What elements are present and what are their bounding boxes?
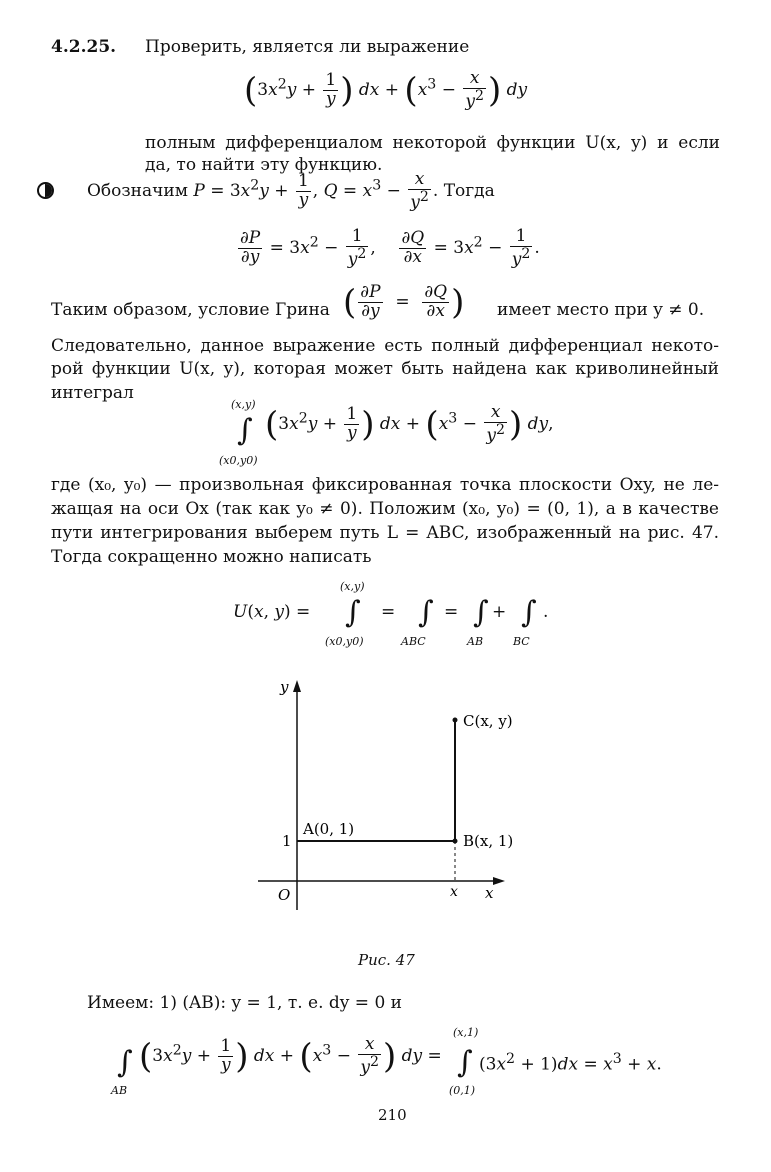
point-c-label: C(x, y): [463, 712, 513, 730]
para2-line-3: интеграл: [51, 383, 134, 403]
para3-line-3: пути интегрирования выберем путь L = ABC, изображенный на рис. 47.: [51, 523, 719, 543]
origin-label: O: [278, 886, 291, 904]
para3-line-1: где (x₀, y₀) — произвольная фиксированная точка плоскости Oxy, не ле-: [51, 475, 719, 495]
designation-line: Обозначим $P = 3x^2y$ + $\frac{1}{y}$ , $Q = x^3$ − $\frac{x}{y^2}$ . Тогда: [87, 169, 495, 213]
line-integral-formula: (x,y) ∫ (x0,y0) ($3x^2y$ + $\frac{1}{y}$ ) dx + ($x^3$ − $\frac{x}{y^2}$ ) dy,: [219, 398, 554, 467]
green-condition-formula: ( $\frac{\partial P}{\partial y}$ = $\frac{\partial Q}{\partial x}$ ): [343, 282, 465, 323]
point-c-dot: [453, 718, 458, 723]
expression-formula: ($3x^2y$ + $\frac{1}{y}$ ) dx + ($x^3$ − $\frac{x}{y^2}$ ) dy: [244, 68, 528, 112]
x-axis-arrow-icon: [493, 877, 505, 885]
y-axis-arrow-icon: [293, 680, 301, 692]
problem-text-line-1: полным дифференциалом некоторой функции U(x, y) и если: [145, 133, 720, 153]
para2-line-2: рой функции U(x, y), которая может быть найдена как криволинейный: [51, 359, 719, 379]
y-axis-label: y: [280, 678, 289, 696]
one-label: 1: [282, 832, 292, 850]
then-word: . Тогда: [432, 181, 495, 202]
designate-word: Обозначим: [87, 181, 188, 202]
green-condition-lead: Таким образом, условие Грина: [51, 300, 330, 320]
para3-line-4: Тогда сокращенно можно написать: [51, 547, 372, 567]
figure-caption: Рис. 47: [358, 951, 415, 969]
problem-text-line-2: да, то найти эту функцию.: [145, 155, 383, 175]
para3-line-2: жащая на оси Ox (так как y₀ ≠ 0). Положим (x₀, y₀) = (0, 1), а в качестве: [51, 499, 719, 519]
x-tick-label: x: [450, 884, 458, 900]
point-b-label: B(x, 1): [463, 832, 514, 850]
figure-47: [0, 670, 771, 970]
green-condition-tail: имеет место при y ≠ 0.: [497, 300, 705, 320]
point-a-label: A(0, 1): [303, 820, 355, 838]
problem-intro: Проверить, является ли выражение: [145, 37, 470, 57]
solution-bullet-icon: [37, 182, 54, 199]
u-integral-formula: U(x, y) = (x,y) ∫ (x0,y0) = ∫ ABC = ∫ AB + ∫ BC .: [233, 580, 549, 648]
point-b-dot: [453, 839, 458, 844]
problem-number: 4.2.25.: [51, 37, 117, 57]
ab-integral-formula: ∫ AB ($3x^2y$ + $\frac{1}{y}$ ) dx + ($x^3$ − $\frac{x}{y^2}$ ) dy = (x,1) ∫ (0,1) $(3x^2 + 1)dx = x^3 + x$.: [111, 1026, 662, 1097]
final-intro: Имеем: 1) (AB): y = 1, т. е. dy = 0 и: [87, 993, 402, 1013]
para2-line-1: Следовательно, данное выражение есть полный дифференциал некото-: [51, 336, 719, 356]
page-number: 210: [378, 1106, 407, 1124]
x-axis-label: x: [485, 884, 494, 902]
partial-derivatives-formula: $\frac{\partial P}{\partial y}$ = $3x^2$ − $\frac{1}{y^2}$ , $\frac{\partial Q}{\partial x}$ = $3x^2$ − $\frac{1}{y^2}$ .: [240, 226, 540, 270]
